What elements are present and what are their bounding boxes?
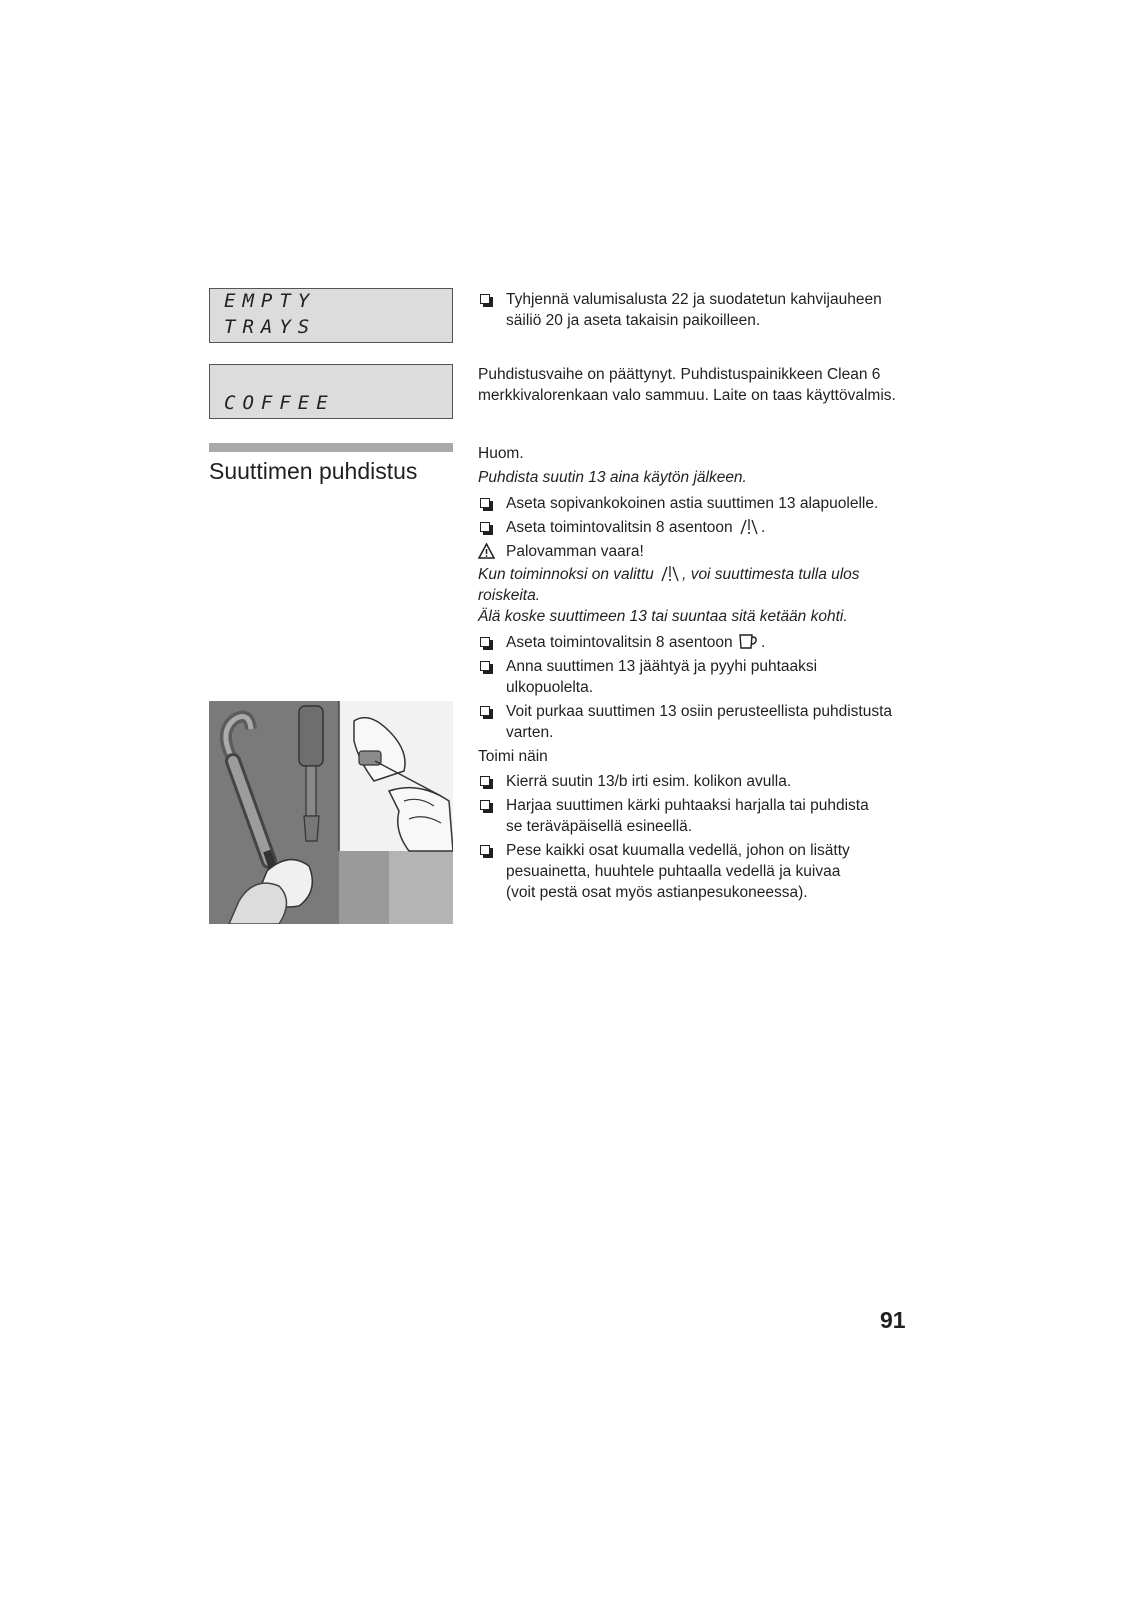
checkbox-bullet-icon <box>480 661 490 671</box>
list-item: Aseta toimintovalitsin 8 asentoon . <box>478 632 918 653</box>
display-line: EMPTY <box>224 290 317 312</box>
warning-text: Kun toiminnoksi on valittu , voi suuttimesta tulla ulos <box>478 566 860 583</box>
display-line: COFFEE <box>224 392 335 414</box>
list-item: Aseta sopivankokoinen astia suuttimen 13 alapuolelle. <box>478 493 918 514</box>
checkbox-bullet-icon <box>480 800 490 810</box>
cup-icon <box>737 633 761 650</box>
page-number: 91 <box>880 1307 906 1333</box>
display-coffee <box>209 364 453 419</box>
list-item: Tyhjennä valumisalusta 22 ja suodatetun kahvijauheen säiliö 20 ja aseta takaisin paikoilleen. <box>478 289 918 331</box>
checkbox-bullet-icon <box>480 706 490 716</box>
list-item: Pese kaikki osat kuumalla vedellä, johon on lisätty pesuainetta, huuhtele puhtaalla vedellä ja kuivaa (voit pestä osat myös astianpesukoneessa). <box>478 840 918 903</box>
finished-paragraph: Puhdistusvaihe on päättynyt. Puhdistuspainikkeen Clean 6 merkkivalorenkaan valo sammuu. Laite on taas käyttövalmis. <box>478 366 896 404</box>
list-item: Kierrä suutin 13/b irti esim. kolikon avulla. <box>478 771 918 792</box>
display-line: TRAYS <box>224 316 317 338</box>
note-text: Puhdista suutin 13 aina käytön jälkeen. <box>478 469 747 486</box>
checkbox-bullet-icon <box>480 845 490 855</box>
note-title: Huom. <box>478 445 524 462</box>
steam-symbol-icon <box>658 565 682 582</box>
list-item: Voit purkaa suuttimen 13 osiin perusteellista puhdistusta varten. <box>478 701 918 743</box>
nozzle-cleaning-text: Huom. Puhdista suutin 13 aina käytön jälkeen. Aseta sopivankokoinen astia suuttimen 13 alapuolelle. Aseta toimintovalitsin 8 asentoon . Palovamman vaara! Kun toiminnoksi on valittu , voi suuttimesta tulla ulos roiskeita. Älä koske suuttimeen 13 tai suuntaa sitä ketään kohti. Aseta toimintovalitsin 8 asentoon . Anna suuttimen 13 jäähtyä ja pyyhi puhtaaksi ulkopuolelta. Voit purkaa suuttimen 13 osiin perusteellista puhdistusta varten. Toimi näin Kierrä suutin 13/b irti esim. kolikon avulla. Harjaa suuttimen kärki puhtaaksi harjalla tai puhdista se teräväpäisellä esineellä. Pese kaikki osat kuumalla vedellä, johon on lisätty pesuainetta, huuhtele puhtaalla vedellä ja kuivaa (voit pestä osat myös astianpesukoneessa). <box>478 443 918 903</box>
checkbox-bullet-icon <box>480 294 490 304</box>
nozzle-cleaning-illustration <box>209 701 453 924</box>
list-item: Anna suuttimen 13 jäähtyä ja pyyhi puhtaaksi ulkopuolelta. <box>478 656 918 698</box>
steam-symbol-icon <box>737 518 761 535</box>
section-rule <box>209 443 453 452</box>
how-to-heading: Toimi näin <box>478 748 548 765</box>
checkbox-bullet-icon <box>480 522 490 532</box>
checkbox-bullet-icon <box>480 498 490 508</box>
empty-trays-step <box>478 289 918 331</box>
warning-triangle-icon <box>478 543 495 559</box>
list-item: Harjaa suuttimen kärki puhtaaksi harjalla tai puhdista se teräväpäisellä esineellä. <box>478 795 918 837</box>
list-item: Aseta toimintovalitsin 8 asentoon . <box>478 517 918 538</box>
section-title: Suuttimen puhdistus <box>209 458 418 484</box>
checkbox-bullet-icon <box>480 776 490 786</box>
checkbox-bullet-icon <box>480 637 490 647</box>
display-empty-trays <box>209 288 453 343</box>
warning-title: Palovamman vaara! <box>478 541 918 562</box>
